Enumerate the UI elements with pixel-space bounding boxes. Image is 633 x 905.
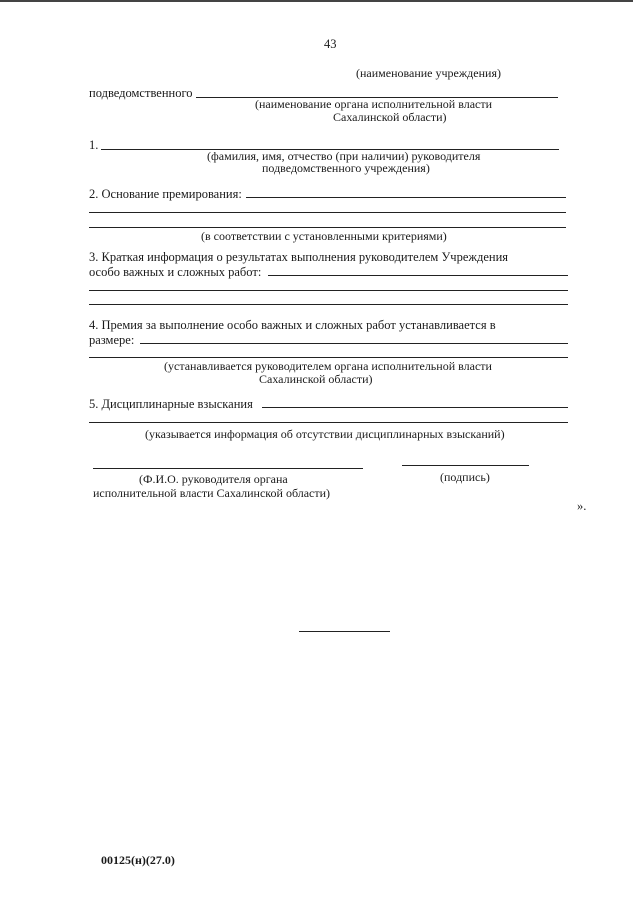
institution-name-caption: (наименование учреждения) bbox=[356, 66, 501, 80]
name-signature-line bbox=[93, 468, 363, 469]
results-line-3 bbox=[89, 304, 568, 305]
discipline-line-2 bbox=[89, 422, 568, 423]
item2-label: 2. Основание премирования: bbox=[89, 187, 242, 201]
discipline-caption: (указывается информация об отсутствии дисциплинарных взысканий) bbox=[145, 427, 505, 441]
head-name-caption-1: (фамилия, имя, отчество (при наличии) руководителя bbox=[207, 149, 481, 163]
signature-caption: (подпись) bbox=[440, 470, 490, 484]
basis-line-2 bbox=[89, 212, 566, 213]
subordinate-label: подведомственного bbox=[89, 86, 193, 100]
top-border bbox=[0, 0, 633, 2]
results-line-2 bbox=[89, 290, 568, 291]
item4-line-2: размере: bbox=[89, 333, 135, 347]
discipline-line-1 bbox=[262, 407, 568, 408]
authority-name-caption-2: Сахалинской области) bbox=[333, 110, 447, 124]
name-caption-2: исполнительной власти Сахалинской области) bbox=[93, 486, 331, 500]
basis-line-1 bbox=[246, 197, 566, 198]
bonus-caption-2: Сахалинской области) bbox=[259, 372, 373, 386]
results-line-1 bbox=[268, 275, 568, 276]
bonus-caption-1: (устанавливается руководителем органа исполнительной власти bbox=[164, 359, 492, 373]
criteria-caption: (в соответствии с установленными критериями) bbox=[201, 229, 447, 243]
item4-line-1: 4. Премия за выполнение особо важных и сложных работ устанавливается в bbox=[89, 318, 496, 332]
authority-name-caption-1: (наименование органа исполнительной власти bbox=[255, 97, 493, 111]
name-caption-1: (Ф.И.О. руководителя органа bbox=[139, 472, 288, 486]
end-divider bbox=[299, 631, 390, 632]
bonus-amount-line-2 bbox=[89, 357, 568, 358]
signature-line bbox=[402, 465, 529, 466]
bonus-amount-line-1 bbox=[140, 343, 568, 344]
page-number: 43 bbox=[324, 37, 337, 51]
basis-line-3 bbox=[89, 227, 566, 228]
item3-line-2: особо важных и сложных работ: bbox=[89, 265, 262, 279]
footer-code: 00125(н)(27.0) bbox=[101, 853, 175, 867]
item5-label: 5. Дисциплинарные взыскания bbox=[89, 397, 253, 411]
closing-quote: ». bbox=[577, 499, 587, 513]
item3-line-1: 3. Краткая информация о результатах выполнения руководителем Учреждения bbox=[89, 250, 509, 264]
item1-label: 1. bbox=[89, 138, 99, 152]
head-name-caption-2: подведомственного учреждения) bbox=[262, 161, 430, 175]
